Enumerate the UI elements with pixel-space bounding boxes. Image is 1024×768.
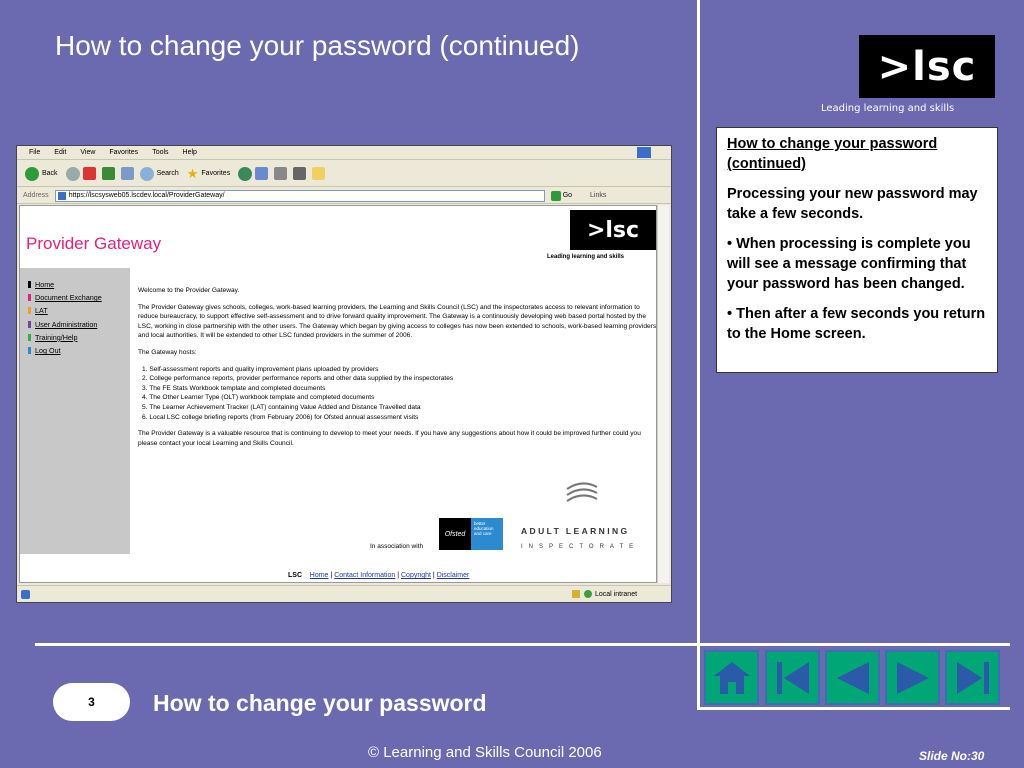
home-nav-button[interactable] <box>704 650 759 705</box>
list-item: 3. The FE Stats Workbook template and completed documents <box>142 384 326 392</box>
search-label: Search <box>156 170 179 177</box>
go-arrow-icon <box>551 191 561 201</box>
nav-label: LAT <box>35 306 48 316</box>
footer-copyright-link[interactable]: Copyright <box>401 572 431 579</box>
ali-logo-line2: INSPECTORATE <box>521 544 640 550</box>
ofsted-logo: Ofsted <box>439 518 471 550</box>
footer-lsc: LSC <box>288 572 302 579</box>
nav-user-administration[interactable] <box>28 318 102 331</box>
search-icon <box>140 167 154 181</box>
nav-marker-icon <box>28 321 31 328</box>
note-heading: How to change your password (continued) <box>727 136 938 172</box>
back-arrow-icon <box>25 167 39 181</box>
list-item: 1. Self-assessment reports and quality improvement plans uploaded by providers <box>142 365 379 373</box>
nav-training-help[interactable] <box>28 331 102 344</box>
print-icon[interactable] <box>274 167 287 180</box>
slide-title: How to change your password (continued) <box>55 30 580 61</box>
list-item: 5. The Learner Achievement Tracker (LAT) containing Value Added and Distance Travelled data <box>142 403 421 411</box>
slide-number: Slide No:30 <box>919 749 985 763</box>
hosts-heading: The Gateway hosts: <box>138 348 197 356</box>
page-body <box>138 286 657 455</box>
note-bullet-2: • Then after a few seconds you return to the Home screen. <box>727 306 986 342</box>
page-content <box>19 205 657 583</box>
browser-statusbar <box>17 585 671 602</box>
page-lsc-logo: >lsc <box>570 210 656 250</box>
page-icon <box>58 192 66 200</box>
nav-label: Document Exchange <box>35 293 102 303</box>
lsc-logo: >lsc <box>859 35 995 98</box>
first-icon <box>773 658 813 698</box>
next-icon <box>893 658 933 698</box>
welcome-text: Welcome to the Provider Gateway. <box>138 287 240 294</box>
next-slide-button[interactable] <box>885 650 940 705</box>
last-slide-button[interactable] <box>945 650 1000 705</box>
note-para: Processing your new password may take a few seconds. <box>727 186 978 222</box>
vertical-divider <box>697 0 700 710</box>
ofsted-tagline: better education and care <box>471 518 503 550</box>
go-button[interactable] <box>551 191 572 201</box>
menu-edit[interactable]: Edit <box>54 149 67 156</box>
edit-icon[interactable] <box>293 167 306 180</box>
lsc-tagline: Leading learning and skills <box>821 103 955 114</box>
history-icon[interactable] <box>238 167 252 181</box>
back-label: Back <box>42 170 58 177</box>
mail-icon[interactable] <box>255 167 268 180</box>
footer-contact-link[interactable]: Contact Information <box>334 572 396 579</box>
refresh-icon[interactable] <box>102 167 115 180</box>
nav-marker-icon <box>28 347 31 354</box>
nav-underline <box>697 707 1010 710</box>
nav-label: Log Out <box>35 346 61 356</box>
browser-menubar <box>17 146 671 160</box>
section-number-badge: 3 <box>53 683 130 721</box>
intranet-icon <box>584 590 592 598</box>
list-item: 6. Local LSC college briefing reports (from February 2006) for Ofsted annual assessment visits <box>142 413 419 421</box>
favorites-label: Favorites <box>201 170 231 177</box>
nav-marker-icon <box>28 294 31 301</box>
copyright-text: © Learning and Skills Council 2006 <box>368 744 602 761</box>
nav-log-out[interactable] <box>28 344 102 357</box>
first-slide-button[interactable] <box>765 650 820 705</box>
section-title: How to change your password <box>153 690 487 716</box>
page-tagline: Leading learning and skills <box>547 254 625 260</box>
forward-arrow-icon[interactable] <box>66 167 80 181</box>
ie-status-icon <box>21 590 30 599</box>
nav-label: Training/Help <box>35 332 78 342</box>
instruction-note <box>716 127 998 373</box>
nav-home[interactable] <box>28 278 102 291</box>
favorites-button[interactable] <box>187 166 230 182</box>
previous-icon <box>833 658 873 698</box>
nav-label: Home <box>35 280 55 290</box>
address-url: https://lscsysweb05.lscdev.local/ProviderGateway/ <box>68 192 225 199</box>
in-association-text: In association with <box>370 543 424 550</box>
status-zone: Local intranet <box>595 590 638 598</box>
browser-window <box>16 145 672 603</box>
page-scrollbar[interactable] <box>657 205 669 583</box>
notes-icon[interactable] <box>312 167 325 180</box>
browser-toolbar <box>17 161 671 187</box>
address-label: Address <box>23 192 49 199</box>
windows-flag-icon <box>637 147 651 158</box>
list-item: 2. College performance reports, provider performance reports and other data supplied by the inspectorates <box>142 375 454 383</box>
list-item: 4. The Other Learner Type (OLT) workbook template and completed documents <box>142 394 375 402</box>
footer-disclaimer-link[interactable]: Disclaimer <box>436 572 470 579</box>
search-button[interactable] <box>140 167 179 181</box>
previous-slide-button[interactable] <box>825 650 880 705</box>
ali-logo-line1: ADULT LEARNING <box>521 526 630 536</box>
links-label[interactable]: Links <box>590 192 607 199</box>
closing-text: The Provider Gateway is a valuable resource that is continuing to develop to meet your needs. If you have any suggestions about how it could be improved further could you please contact your local Learning and Skills Council. <box>138 430 641 447</box>
address-bar <box>17 188 671 204</box>
address-input[interactable] <box>55 190 545 202</box>
stop-icon[interactable] <box>83 167 96 180</box>
last-icon <box>953 658 993 698</box>
nav-lat[interactable] <box>28 304 102 317</box>
back-button[interactable] <box>25 167 58 181</box>
star-icon: ★ <box>186 165 199 181</box>
page-nav <box>28 278 102 357</box>
nav-label: User Administration <box>35 319 98 329</box>
menu-file[interactable]: File <box>29 149 41 156</box>
intro-text: The Provider Gateway gives schools, colleges, work-based learning providers, the Learning and Skills Council (LSC) and the inspectorates access to relevant information to reduce bureaucracy, to support effective self-assessment and to drive forward quality improvement. The Gateway is a continuously developing web based portal hosted by the LSC, working in close partnership with the other users. The Gateway which began by giving access to colleges has now been extended to schools, work-based learning providers and local authorities. It will be extended to other LSC funded providers in the summer of 2006. <box>138 303 657 340</box>
home-icon[interactable] <box>121 167 134 180</box>
nav-marker-icon <box>28 307 31 314</box>
horizontal-divider <box>35 643 1010 646</box>
nav-document-exchange[interactable] <box>28 291 102 304</box>
menu-view[interactable]: View <box>80 149 96 156</box>
footer-home-link[interactable]: Home <box>309 572 329 579</box>
menu-tools[interactable]: Tools <box>152 149 169 156</box>
go-label: Go <box>562 192 573 199</box>
page-footer: LSC Home | Contact Information | Copyright | Disclaimer <box>288 572 470 579</box>
note-bullet-1: • When processing is complete you will see a message confirming that your password has been changed. <box>727 236 971 292</box>
nav-marker-icon <box>28 334 31 341</box>
home-icon <box>712 658 752 698</box>
lock-icon <box>572 590 580 598</box>
lsc-swoosh-icon <box>565 481 599 507</box>
menu-favorites[interactable]: Favorites <box>109 149 139 156</box>
hosts-list <box>138 365 657 423</box>
nav-marker-icon <box>28 281 31 288</box>
provider-gateway-title: Provider Gateway <box>26 234 162 253</box>
menu-help[interactable]: Help <box>182 149 197 156</box>
